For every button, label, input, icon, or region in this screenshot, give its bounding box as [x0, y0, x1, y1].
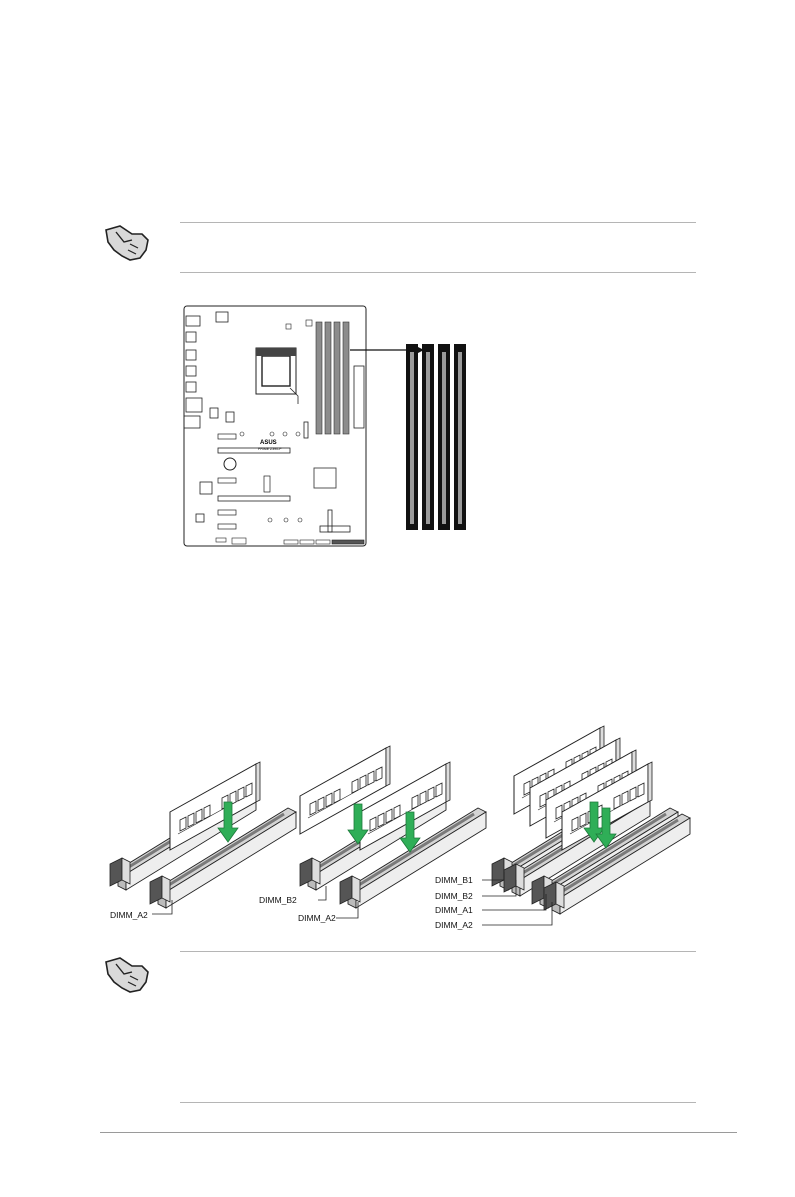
pointing-hand-icon	[102, 952, 154, 996]
board-dimm-slot	[343, 322, 349, 434]
label-config4-dimm-a1: DIMM_A1	[435, 905, 473, 915]
board-dimm-slot	[325, 322, 331, 434]
motherboard-layout-diagram	[180, 304, 480, 550]
footer-rule	[100, 1132, 737, 1133]
config-one-module	[110, 762, 296, 914]
enlarged-dimm-slots	[406, 344, 466, 530]
board-model: PRIME Z390-P	[258, 447, 282, 451]
label-config2-dimm-b2: DIMM_B2	[259, 895, 297, 905]
label-config1-dimm-a2: DIMM_A2	[110, 910, 148, 920]
note1-top-rule	[180, 222, 696, 223]
label-config4-dimm-b1: DIMM_B1	[435, 875, 473, 885]
dimm-installation-diagram	[100, 710, 700, 932]
label-config2-dimm-a2: DIMM_A2	[298, 913, 336, 923]
note1-bottom-rule	[180, 272, 696, 273]
label-config4-dimm-b2: DIMM_B2	[435, 891, 473, 901]
board-logo: ASUS	[260, 440, 277, 446]
board-dimm-slot	[334, 322, 340, 434]
pointing-hand-icon	[102, 220, 154, 264]
label-config4-dimm-a2: DIMM_A2	[435, 920, 473, 930]
note2-bottom-rule	[180, 1102, 696, 1103]
board-dimm-slot	[316, 322, 322, 434]
config-four-modules	[482, 726, 690, 925]
note2-top-rule	[180, 951, 696, 952]
